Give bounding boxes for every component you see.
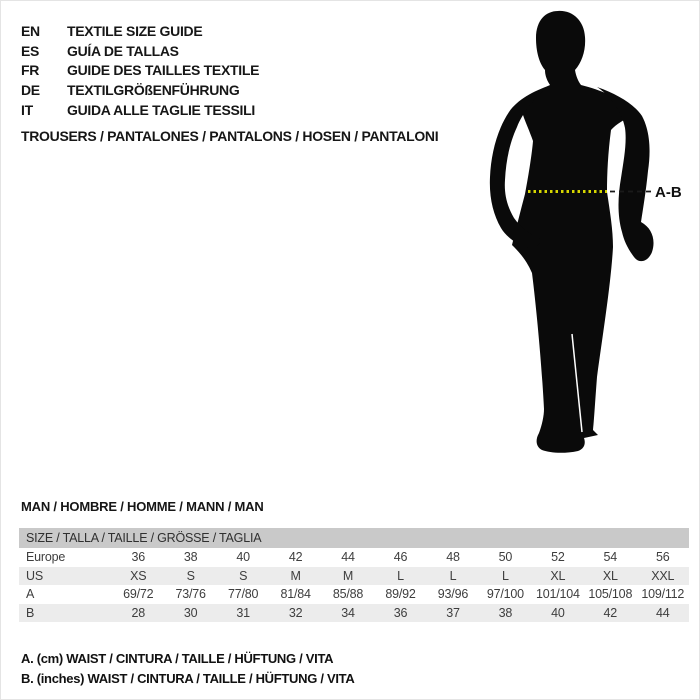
size-cell: 52: [551, 550, 565, 565]
size-cell: 81/84: [280, 587, 311, 602]
size-table-body: [19, 548, 689, 622]
man-body-silhouette: [512, 11, 637, 453]
size-cell: 56: [656, 550, 670, 565]
language-code: ES: [21, 42, 40, 59]
language-label: GUIDE DES TAILLES TEXTILE: [67, 62, 260, 79]
size-cell: 44: [656, 605, 670, 620]
row-label: US: [26, 568, 43, 583]
size-cell: 50: [498, 550, 513, 565]
size-cell: 42: [288, 550, 303, 565]
table-row: [19, 567, 689, 586]
size-cell: L: [449, 568, 457, 583]
table-row: [19, 548, 689, 567]
size-cell: 32: [288, 605, 303, 620]
language-code: IT: [21, 101, 33, 118]
size-cell: L: [502, 568, 509, 583]
row-label: B: [26, 605, 35, 620]
garment-title: TROUSERS / PANTALONES / PANTALONS / HOSEN / PANTALONI: [21, 128, 439, 144]
table-row: [19, 585, 689, 604]
size-cell: 69/72: [123, 587, 154, 602]
language-code: EN: [21, 22, 40, 39]
size-cell: 101/104: [535, 587, 580, 602]
section-title: MAN / HOMBRE / HOMME / MANN / MAN: [21, 499, 264, 514]
size-cell: XXL: [651, 568, 675, 583]
size-cell: 36: [131, 550, 145, 565]
size-cell: 44: [341, 550, 355, 565]
footnote-line: B. (inches) WAIST / CINTURA / TAILLE / HÜFTUNG / VITA: [21, 670, 355, 686]
size-cell: S: [186, 568, 195, 583]
size-cell: 97/100: [486, 587, 524, 602]
measure-label: A-B: [655, 184, 682, 201]
footnote-line: A. (cm) WAIST / CINTURA / TAILLE / HÜFTUNG / VITA: [21, 650, 334, 666]
size-cell: 28: [131, 605, 145, 620]
table-row: [19, 604, 689, 623]
size-cell: XL: [602, 568, 618, 583]
size-cell: 30: [183, 605, 198, 620]
size-cell: 48: [446, 550, 460, 565]
size-cell: 46: [393, 550, 408, 565]
size-cell: 85/88: [332, 587, 364, 602]
size-cell: 77/80: [227, 587, 259, 602]
language-code: FR: [21, 62, 40, 79]
size-cell: 42: [603, 605, 618, 620]
size-cell: M: [342, 568, 354, 583]
size-cell: 89/92: [385, 587, 416, 602]
size-cell: 36: [393, 605, 408, 620]
footnotes: [21, 648, 354, 688]
size-table: [19, 528, 689, 622]
size-cell: XL: [550, 568, 566, 583]
size-cell: S: [239, 568, 248, 583]
man-silhouette-figure: [1, 1, 700, 471]
size-cell: 105/108: [588, 587, 633, 602]
row-label: A: [26, 587, 35, 602]
size-cell: 38: [183, 550, 198, 565]
size-table-header: SIZE / TALLA / TAILLE / GRÖSSE / TAGLIA: [19, 528, 689, 548]
language-label: GUÍA DE TALLAS: [67, 42, 179, 59]
size-cell: XS: [130, 568, 147, 583]
size-cell: L: [397, 568, 404, 583]
size-cell: 37: [446, 605, 460, 620]
language-label: TEXTILE SIZE GUIDE: [67, 22, 203, 39]
size-cell: 38: [498, 605, 513, 620]
row-label: Europe: [26, 550, 66, 565]
size-cell: M: [290, 568, 301, 583]
size-cell: 109/112: [641, 587, 685, 602]
size-cell: 54: [603, 550, 618, 565]
language-label: GUIDA ALLE TAGLIE TESSILI: [67, 101, 255, 118]
size-cell: 31: [236, 605, 250, 620]
size-cell: 40: [551, 605, 565, 620]
size-cell: 34: [341, 605, 355, 620]
language-code: DE: [21, 81, 40, 98]
size-cell: 73/76: [175, 587, 206, 602]
size-cell: 93/96: [437, 587, 469, 602]
language-label: TEXTILGRÖßENFÜHRUNG: [67, 81, 240, 98]
size-cell: 40: [236, 550, 250, 565]
